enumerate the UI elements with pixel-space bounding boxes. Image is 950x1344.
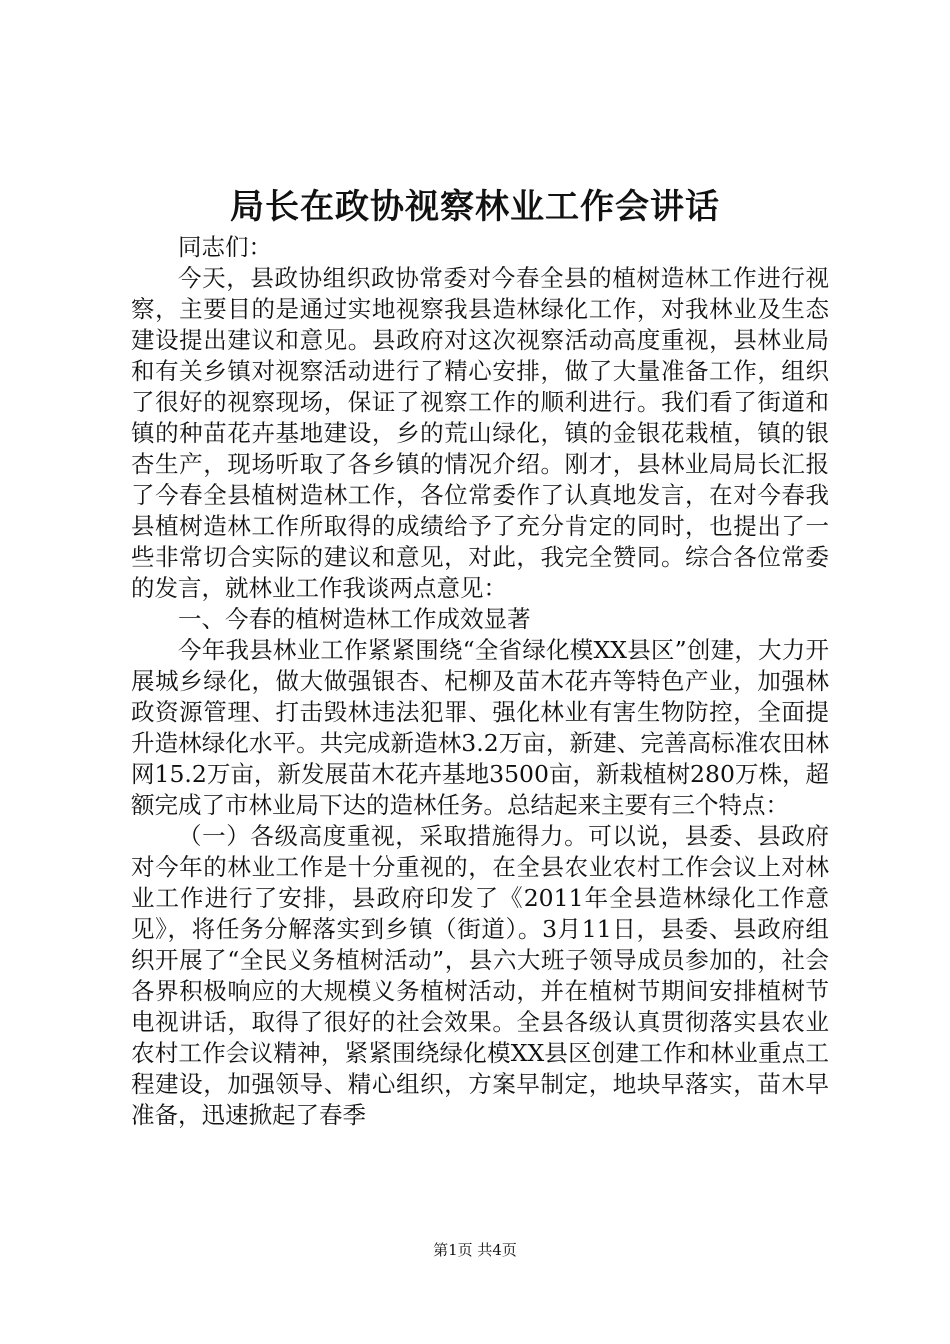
document-body: [131, 232, 829, 1131]
paragraph-intro: 今天，县政协组织政协常委对今春全县的植树造林工作进行视察，主要目的是通过实地视察我县造林绿化工作，对我林业及生态建设提出建议和意见。县政府对这次视察活动高度重视，县林业局和有关乡镇对视察活动进行了精心安排，做了大量准备工作，组织了很好的视察现场，保证了视察工作的顺利进行。我们看了街道和镇的种苗花卉基地建设，乡的荒山绿化，镇的金银花栽植，镇的银杏生产，现场听取了各乡镇的情况介绍。刚才，县林业局局长汇报了今春全县植树造林工作，各位常委作了认真地发言，在对今春我县植树造林工作所取得的成绩给予了充分肯定的同时，也提出了一些非常切合实际的建议和意见，对此，我完全赞同。综合各位常委的发言，就林业工作我谈两点意见：: [131, 264, 829, 602]
paragraph-point-1: （一）各级高度重视，采取措施得力。可以说，县委、县政府对今年的林业工作是十分重视的，在全县农业农村工作会议上对林业工作进行了安排，县政府印发了《2011年全县造林绿化工作意见》，将任务分解落实到乡镇（街道）。3月11日，县委、县政府组织开展了“全民义务植树活动”，县六大班子领导成员参加的，社会各界积极响应的大规模义务植树活动，并在植树节期间安排植树节电视讲话，取得了很好的社会效果。全县各级认真贯彻落实县农业农村工作会议精神，紧紧围绕绿化模XX县区创建工作和林业重点工程建设，加强领导、精心组织，方案早制定，地块早落实，苗木早准备，迅速掀起了春季: [131, 822, 829, 1129]
salutation: 同志们：: [178, 233, 272, 261]
section-heading-1: 一、今春的植树造林工作成效显著: [178, 605, 531, 633]
paragraph-achievements: 今年我县林业工作紧紧围绕“全省绿化模XX县区”创建，大力开展城乡绿化，做大做强银杏、杞柳及苗木花卉等特色产业，加强林政资源管理、打击毁林违法犯罪、强化林业有害生物防控，全面提升造林绿化水平。共完成新造林3.2万亩，新建、完善高标准农田林网15.2万亩，新发展苗木花卉基地3500亩，新栽植树280万株，超额完成了市林业局下达的造林任务。总结起来主要有三个特点：: [131, 636, 829, 819]
document-title: 局长在政协视察林业工作会讲话: [230, 187, 720, 227]
page-footer: 第1页 共4页: [433, 1241, 517, 1259]
